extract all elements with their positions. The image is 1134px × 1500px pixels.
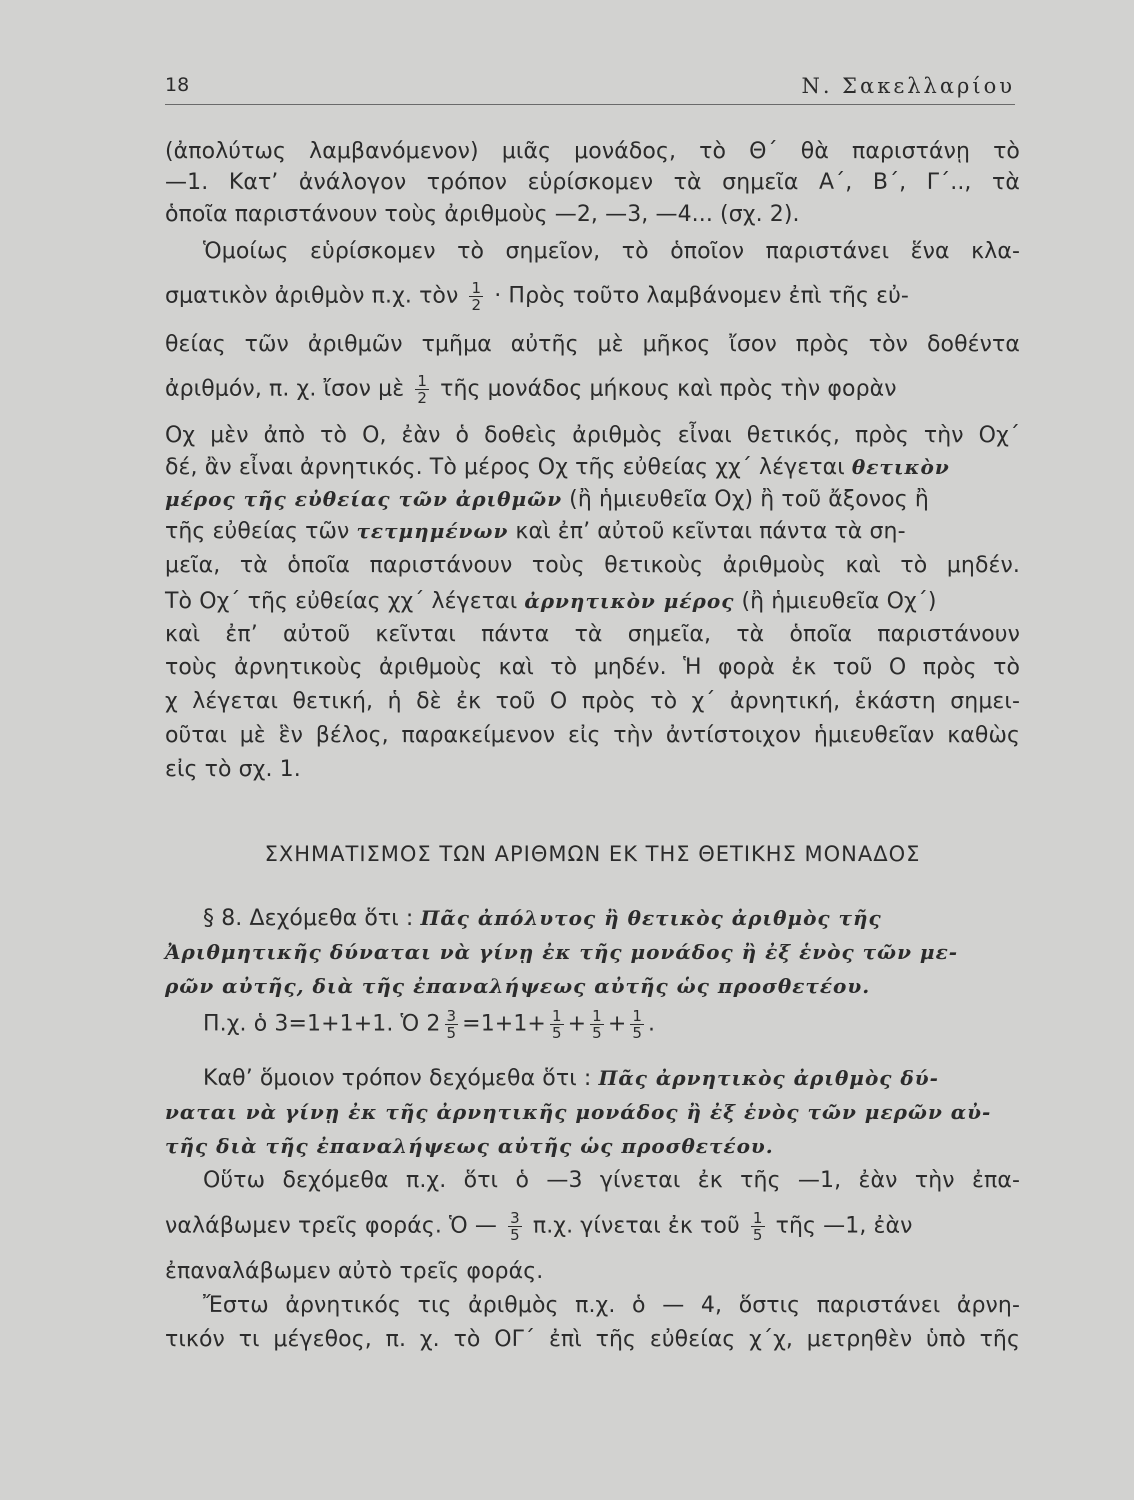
- text-span: =1+1+: [462, 1011, 546, 1037]
- fraction-numerator: 1: [592, 1007, 602, 1025]
- text-line: τοὺς ἀρνητικοὺς ἀριθμοὺς καὶ τὸ μηδέν. Ἡ φορὰ ἐκ τοῦ Ο πρὸς τὸ: [165, 655, 1020, 680]
- fraction-three-fifths: [445, 1008, 459, 1041]
- text-span: ναλάβωμεν τρεῖς φοράς. Ὁ —: [165, 1213, 497, 1239]
- text-line: [165, 587, 1020, 616]
- text-line: [165, 373, 1020, 406]
- fraction-denominator: 5: [752, 1226, 763, 1244]
- fraction-denominator: 5: [592, 1024, 602, 1042]
- text-span: τῆς —1, ἐὰν: [775, 1213, 913, 1239]
- text-span: τῆς μονάδος μήκους καὶ πρὸς τὴν φορὰν: [440, 376, 897, 402]
- text-line: [203, 904, 1020, 933]
- text-span: (ἢ ἡμιευθεῖα Οχ΄): [741, 589, 937, 614]
- italic-term: μέρος τῆς εὐθείας τῶν ἀριθμῶν: [165, 487, 563, 511]
- text-span: σματικὸν ἀριθμὸν π.χ. τὸν: [165, 283, 459, 309]
- fraction-numerator: 1: [752, 1209, 763, 1227]
- fraction-one-fifth: [550, 1008, 564, 1041]
- text-line: [203, 1064, 1020, 1093]
- fraction-numerator: 1: [632, 1007, 643, 1025]
- text-line: Ἔστω ἀρνητικός τις ἀριθμὸς π.χ. ὁ — 4, ὅστις παριστάνει ἀρνη-: [203, 1293, 1020, 1318]
- italic-term: τετμημένων: [356, 519, 509, 543]
- text-line: —1. Κατ’ ἀνάλογον τρόπον εὑρίσκομεν τὰ σημεῖα Α΄, Β΄, Γ΄.., τὰ: [165, 170, 1020, 195]
- italic-line: ναται νὰ γίνῃ ἐκ τῆς ἀρνητικῆς μονάδος ἢ ἐξ ἑνὸς τῶν μερῶν αὐ-: [165, 1100, 992, 1124]
- equation-line: [203, 1008, 1020, 1041]
- running-title: Ν. Σακελλαρίου: [801, 74, 1015, 98]
- text-line: ἐπαναλάβωμεν αὐτὸ τρεῖς φοράς.: [165, 1259, 544, 1284]
- text-line: [165, 453, 1020, 482]
- text-line: χ λέγεται θετική, ἡ δὲ ἐκ τοῦ Ο πρὸς τὸ χ΄ ἀρνητική, ἑκάστη σημει-: [165, 689, 1020, 714]
- fraction-denominator: 2: [417, 389, 427, 407]
- text-line: καὶ ἐπ’ αὐτοῦ κεῖνται πάντα τὰ σημεῖα, τὰ ὁποῖα παριστάνουν: [165, 622, 1020, 647]
- text-line: Ὁμοίως εὑρίσκομεν τὸ σημεῖον, τὸ ὁποῖον παριστάνει ἕνα κλα-: [203, 239, 1020, 264]
- text-line: τικόν τι μέγεθος, π. χ. τὸ ΟΓ΄ ἐπὶ τῆς εὐθείας χ΄χ, μετρηθὲν ὑπὸ τῆς: [165, 1327, 1020, 1352]
- italic-term: Πᾶς ἀπόλυτος ἢ θετικὸς ἀριθμὸς τῆς: [420, 906, 882, 930]
- fraction-one-fifth: [630, 1008, 644, 1041]
- text-line: εἰς τὸ σχ. 1.: [165, 757, 301, 782]
- italic-line: ρῶν αὐτῆς, διὰ τῆς ἐπαναλήψεως αὐτῆς ὡς προσθετέου.: [165, 974, 871, 998]
- text-line: Οὕτω δεχόμεθα π.χ. ὅτι ὁ —3 γίνεται ἐκ τῆς —1, ἐὰν τὴν ἐπα-: [203, 1168, 1020, 1193]
- fraction-numerator: 3: [510, 1209, 520, 1227]
- text-span: Καθ’ ὅμοιον τρόπον δεχόμεθα ὅτι :: [203, 1066, 592, 1091]
- fraction-denominator: 5: [510, 1226, 520, 1244]
- fraction-denominator: 2: [471, 296, 482, 314]
- section-heading: ΣΧΗΜΑΤΙΣΜΟΣ ΤΩΝ ΑΡΙΘΜΩΝ ΕΚ ΤΗΣ ΘΕΤΙΚΗΣ ΜΟΝΑΔΟΣ: [264, 842, 921, 866]
- text-span: Τὸ Οχ΄ τῆς εὐθείας χχ΄ λέγεται: [165, 589, 518, 614]
- page-number: 18: [165, 74, 190, 96]
- fraction-numerator: 1: [417, 372, 427, 390]
- italic-line: τῆς διὰ τῆς ἐπαναλήψεως αὐτῆς ὡς προσθετέου.: [165, 1134, 774, 1158]
- text-span: +: [567, 1011, 587, 1037]
- italic-line: Ἀριθμητικῆς δύναται νὰ γίνῃ ἐκ τῆς μονάδος ἢ ἐξ ἑνὸς τῶν με-: [165, 940, 959, 964]
- page-header: [165, 74, 1015, 105]
- text-span: .: [648, 1011, 656, 1037]
- fraction-three-fifths: [508, 1210, 522, 1243]
- text-line: θείας τῶν ἀριθμῶν τμῆμα αὐτῆς μὲ μῆκος ἴσον πρὸς τὸν δοθέντα: [165, 332, 1020, 357]
- text-line: (ἀπολύτως λαμβανόμενον) μιᾶς μονάδος, τὸ Θ΄ θὰ παριστάνῃ τὸ: [165, 139, 1020, 164]
- italic-term: ἀρνητικὸν μέρος: [524, 589, 735, 613]
- fraction-half: [415, 373, 429, 406]
- text-span: · Πρὸς τοῦτο λαμβάνομεν ἐπὶ τῆς εὐ-: [494, 283, 909, 309]
- fraction-half: [469, 280, 483, 313]
- text-span: καὶ ἐπ’ αὐτοῦ κεῖνται πάντα τὰ ση-: [515, 519, 906, 544]
- text-line: Οχ μὲν ἀπὸ τὸ Ο, ἐὰν ὁ δοθεὶς ἀριθμὸς εἶναι θετικός, πρὸς τὴν Οχ΄: [165, 423, 1020, 448]
- text-span: (ἢ ἡμιευθεῖα Οχ) ἢ τοῦ ἄξονος ἢ: [569, 487, 929, 512]
- text-span: ἀριθμόν, π. χ. ἴσον μὲ: [165, 376, 405, 402]
- fraction-numerator: 3: [446, 1007, 457, 1025]
- fraction-numerator: 1: [551, 1007, 562, 1025]
- fraction-one-fifth: [590, 1008, 604, 1041]
- text-line: οῦται μὲ ἓν βέλος, παρακείμενον εἰς τὴν ἀντίστοιχον ἡμιευθεῖαν καθὼς: [165, 723, 1020, 748]
- fraction-denominator: 5: [446, 1024, 457, 1042]
- text-line: [165, 517, 1020, 546]
- italic-term: Πᾶς ἀρνητικὸς ἀριθμὸς δύ-: [598, 1066, 939, 1090]
- fraction-denominator: 5: [632, 1024, 643, 1042]
- text-line: ὁποῖα παριστάνουν τοὺς ἀριθμοὺς —2, —3, —4... (σχ. 2).: [165, 202, 800, 227]
- text-span: § 8. Δεχόμεθα ὅτι :: [203, 906, 414, 931]
- text-span: δέ, ἂν εἶναι ἀρνητικός. Τὸ μέρος Οχ τῆς εὐθείας χχ΄ λέγεται: [165, 455, 845, 480]
- text-line: [165, 485, 1020, 514]
- text-span: +: [607, 1011, 627, 1037]
- text-span: τῆς εὐθείας τῶν: [165, 519, 350, 544]
- text-line: [165, 280, 1020, 313]
- italic-term: θετικὸν: [851, 455, 950, 479]
- text-span: Π.χ. ὁ 3=1+1+1. Ὁ 2: [203, 1011, 441, 1037]
- fraction-denominator: 5: [551, 1024, 562, 1042]
- text-line: μεῖα, τὰ ὁποῖα παριστάνουν τοὺς θετικοὺς ἀριθμοὺς καὶ τὸ μηδέν.: [165, 553, 1020, 578]
- text-span: π.χ. γίνεται ἐκ τοῦ: [532, 1213, 740, 1239]
- fraction-numerator: 1: [471, 279, 482, 297]
- text-line: [165, 1210, 1020, 1243]
- fraction-one-fifth: [751, 1210, 765, 1243]
